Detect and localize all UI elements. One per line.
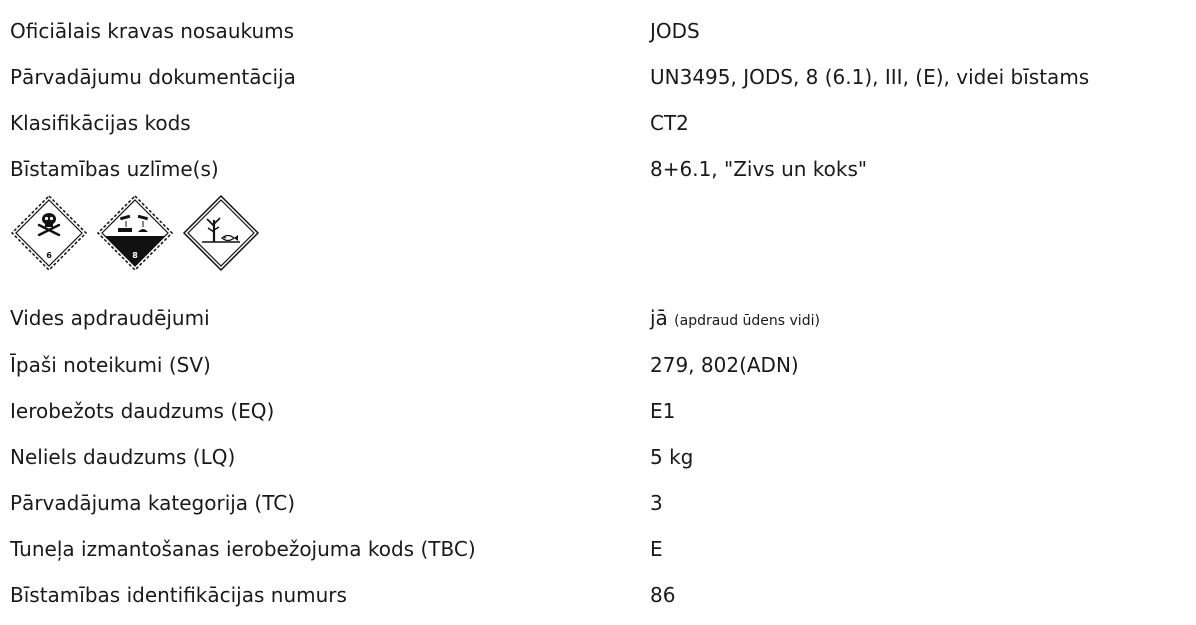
pictogram-number: 8 <box>132 251 138 260</box>
row-value: UN3495, JODS, 8 (6.1), III, (E), videi bīstams <box>650 65 1090 89</box>
row-label: Ierobežots daudzums (EQ) <box>10 399 275 423</box>
row-label: Pārvadājumu dokumentācija <box>10 65 296 89</box>
row-label: Vides apdraudējumi <box>10 306 210 330</box>
row-value: E <box>650 537 663 561</box>
row-label: Bīstamības uzlīme(s) <box>10 157 219 181</box>
row-label: Klasifikācijas kods <box>10 111 191 135</box>
environmental-hazard-fish-tree-icon <box>182 194 260 272</box>
corrosive-icon <box>96 194 174 272</box>
row-value-main: jā <box>650 306 668 330</box>
row-label: Īpaši noteikumi (SV) <box>10 353 211 377</box>
row-label: Bīstamības identifikācijas numurs <box>10 583 347 607</box>
row-value: JODS <box>650 19 700 43</box>
row-label: Tuneļa izmantošanas ierobežojuma kods (TBC) <box>10 537 476 561</box>
toxic-skull-crossbones-icon <box>10 194 88 272</box>
row-label: Oficiālais kravas nosaukums <box>10 19 295 43</box>
row-value: 8+6.1, "Zivs un koks" <box>650 157 868 181</box>
row-value: CT2 <box>650 111 689 135</box>
row-value: 3 <box>650 491 663 515</box>
row-label: Pārvadājuma kategorija (TC) <box>10 491 296 515</box>
pictogram-number: 6 <box>46 251 52 260</box>
hazard-pictograms <box>10 194 260 272</box>
row-value: 5 kg <box>650 445 694 469</box>
row-label: Neliels daudzums (LQ) <box>10 445 236 469</box>
row-value: 279, 802(ADN) <box>650 353 799 377</box>
row-value: E1 <box>650 399 676 423</box>
row-value-note: (apdraud ūdens vidi) <box>674 313 820 329</box>
row-value <box>650 308 820 328</box>
row-value: 86 <box>650 583 676 607</box>
